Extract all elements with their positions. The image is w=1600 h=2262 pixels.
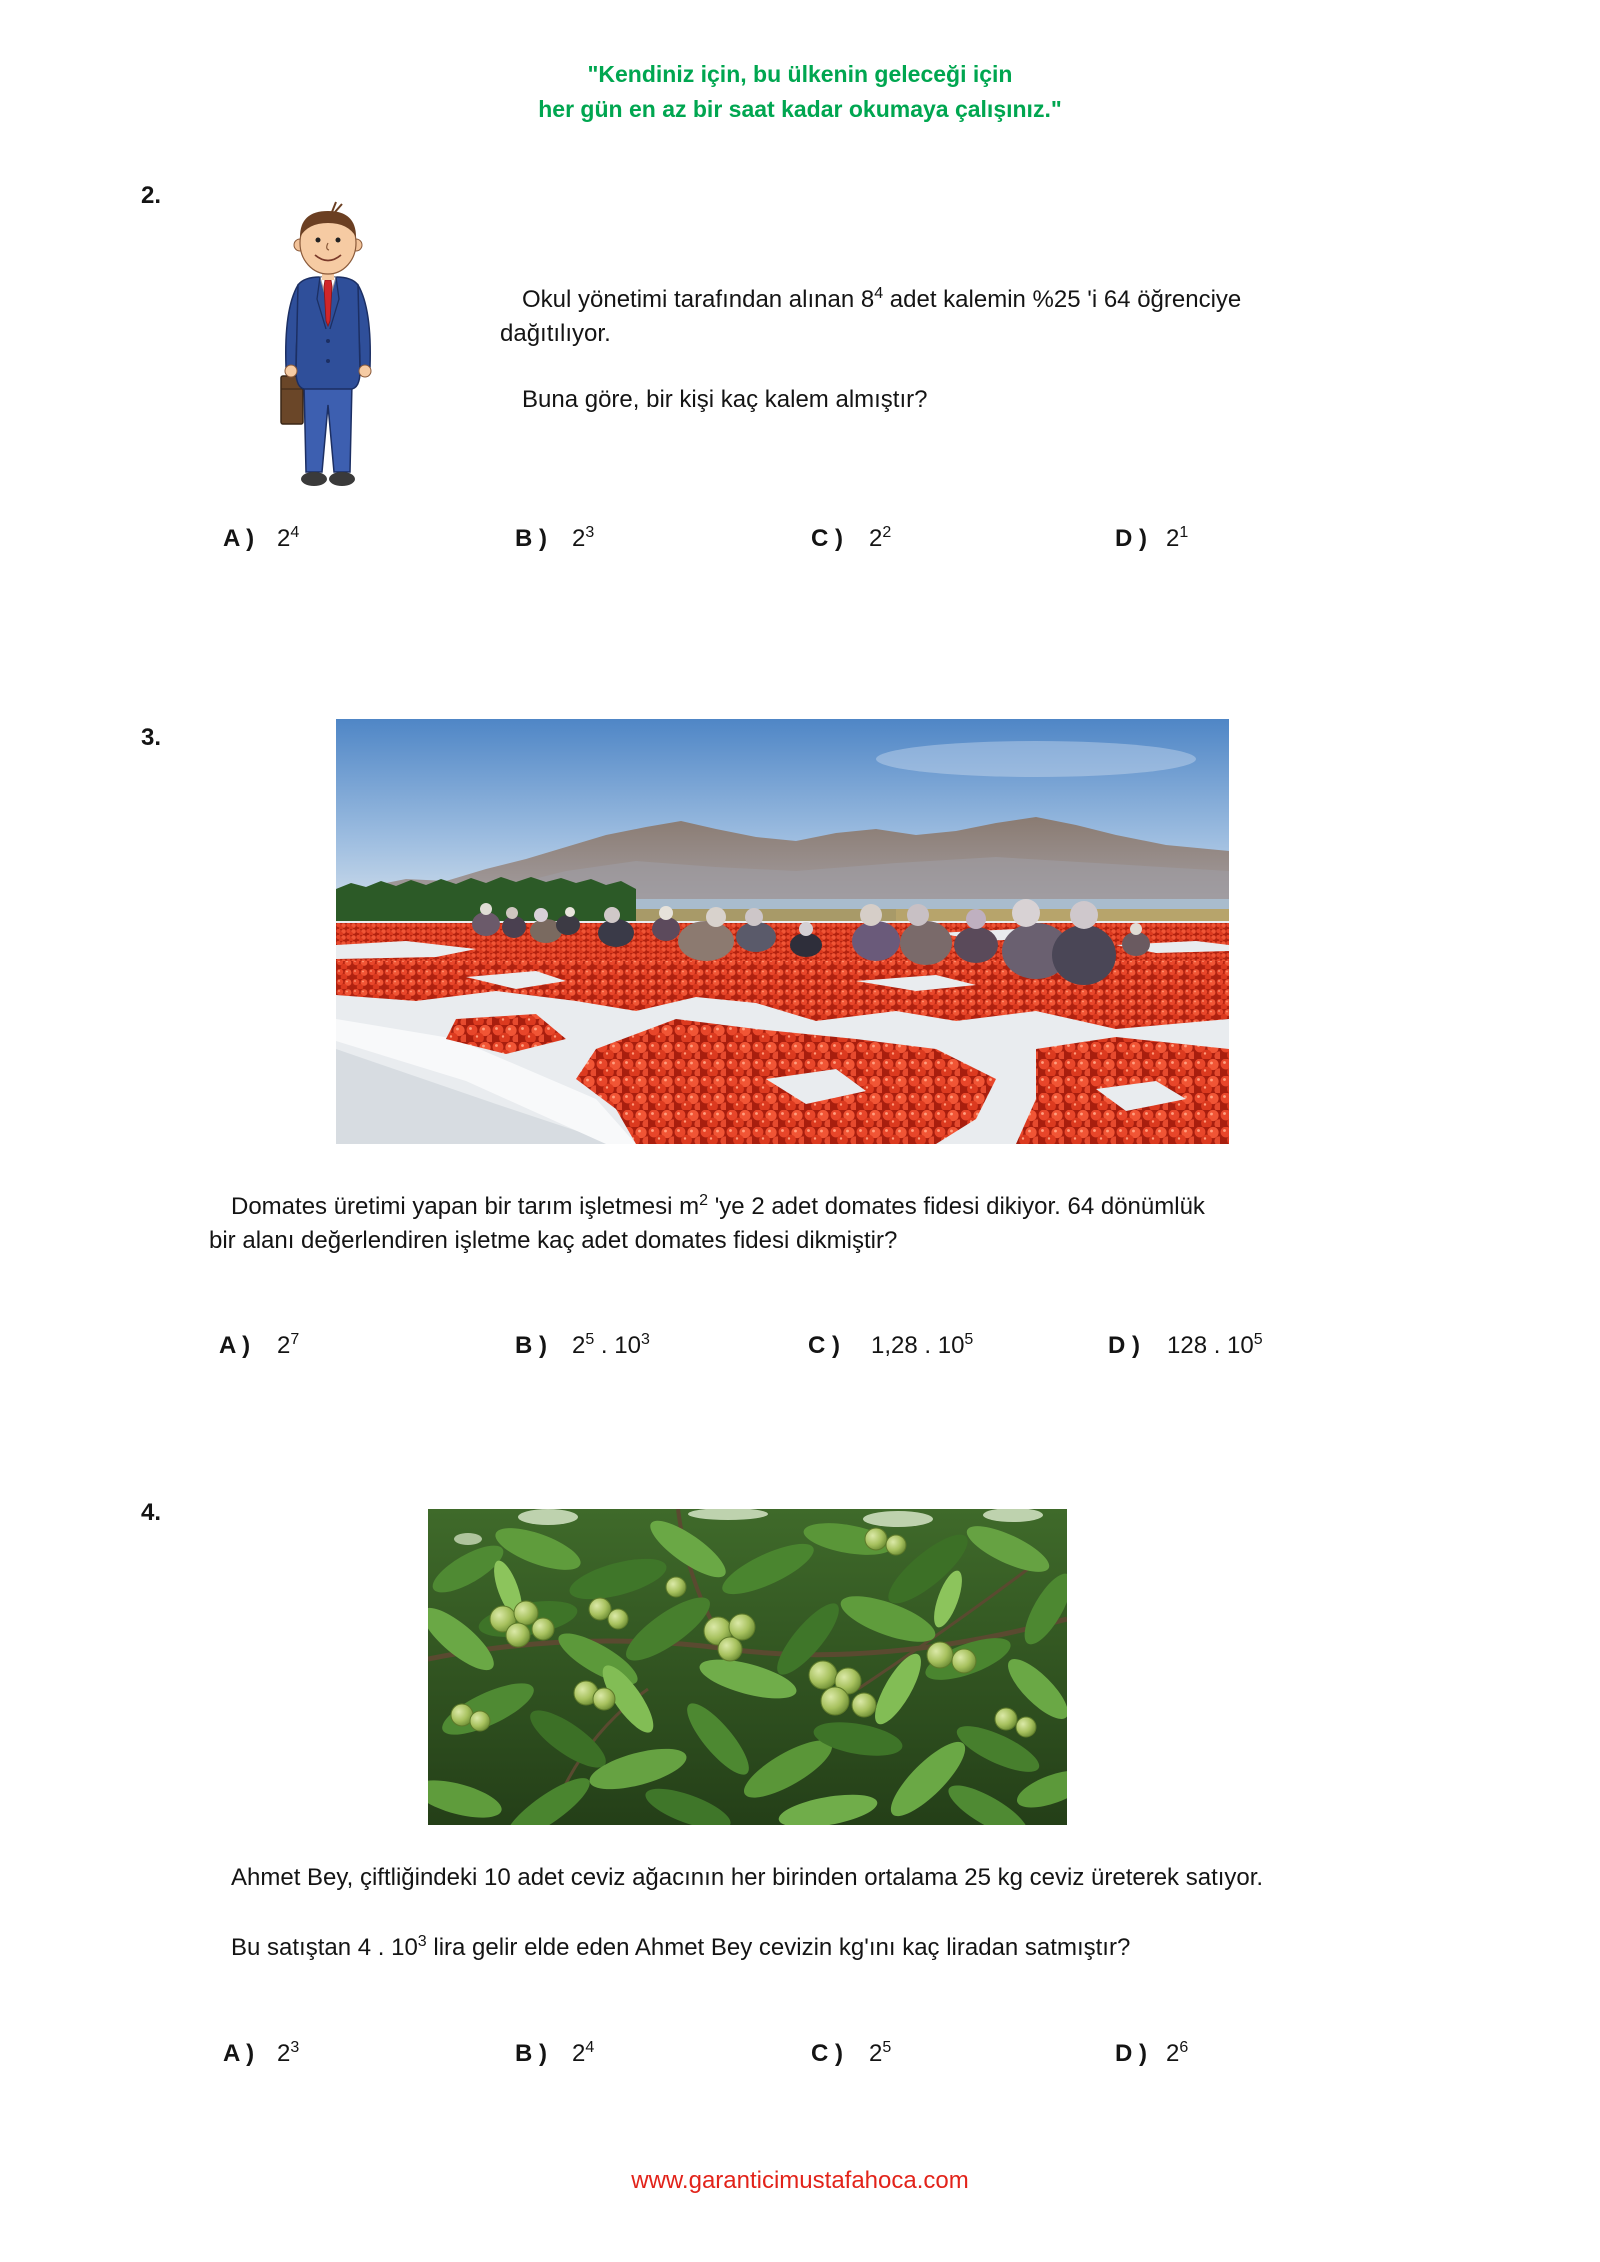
- footer-website[interactable]: www.garanticimustafahoca.com: [631, 2167, 969, 2194]
- option-d-label: D ): [1115, 525, 1147, 552]
- base: 2: [277, 1332, 291, 1359]
- option-b-label: B ): [515, 1332, 547, 1359]
- exponent: 5: [1253, 1331, 1263, 1348]
- exponent: 4: [290, 524, 300, 541]
- question-text-line-1: [231, 1192, 1205, 1222]
- exponent: 3: [585, 524, 595, 541]
- option-c-label: C ): [811, 525, 843, 552]
- question-number: 2.: [141, 182, 162, 209]
- option-a-label: A ): [223, 525, 255, 552]
- exponent: 3: [290, 2039, 300, 2056]
- jacket: [285, 277, 371, 389]
- base: . 10: [594, 1332, 641, 1359]
- option-b-value: [572, 1331, 650, 1361]
- text: adet kalemin %25 'i 64 öğrenciye: [883, 286, 1242, 313]
- option-b-value: [572, 524, 594, 554]
- base: 2: [1166, 2040, 1180, 2067]
- base: 2: [572, 525, 586, 552]
- text: lira gelir elde eden Ahmet Bey cevizin kg'ını kaç liradan satmıştır?: [426, 1934, 1131, 1961]
- exponent: 5: [964, 1331, 974, 1348]
- text: Bu satıştan 4 . 10: [231, 1934, 418, 1961]
- base: 2: [572, 1332, 586, 1359]
- option-c-label: C ): [808, 1332, 840, 1359]
- head: [294, 202, 362, 280]
- option-d-value: [1166, 524, 1188, 554]
- legs: [301, 383, 355, 486]
- tomato-drying-field-photo: [336, 719, 1229, 1144]
- base: 2: [869, 2040, 883, 2067]
- base: 2: [869, 525, 883, 552]
- exponent: 6: [1179, 2039, 1189, 2056]
- exponent: 2: [699, 1192, 709, 1209]
- question-number: 3.: [141, 724, 162, 751]
- option-a-value: [277, 524, 299, 554]
- header-quote-line-1: "Kendiniz için, bu ülkenin geleceği için: [587, 61, 1013, 87]
- option-d-label: D ): [1108, 1332, 1140, 1359]
- option-a-label: A ): [223, 2040, 255, 2067]
- exponent: 5: [585, 1331, 595, 1348]
- text: Domates üretimi yapan bir tarım işletmesi m: [231, 1193, 700, 1220]
- option-a-value: [277, 2039, 299, 2069]
- base: 2: [277, 2040, 291, 2067]
- exponent: 4: [874, 285, 884, 302]
- option-c-label: C ): [811, 2040, 843, 2067]
- option-b-label: B ): [515, 2040, 547, 2067]
- base: 2: [1166, 525, 1180, 552]
- text: Okul yönetimi tarafından alınan 8: [522, 286, 875, 313]
- option-b-label: B ): [515, 525, 547, 552]
- question-prompt: [231, 1933, 1130, 1963]
- option-c-value: [869, 524, 891, 554]
- base: 1,28 . 10: [871, 1332, 965, 1359]
- question-text-line-1: [522, 285, 1241, 315]
- exponent: 4: [585, 2039, 595, 2056]
- exponent: 1: [1179, 524, 1189, 541]
- exponent: 5: [882, 2039, 892, 2056]
- option-b-value: [572, 2039, 594, 2069]
- option-d-value: [1167, 1331, 1263, 1361]
- base: 128 . 10: [1167, 1332, 1254, 1359]
- base: 2: [277, 525, 291, 552]
- option-a-value: [277, 1331, 299, 1361]
- question-text-line-2: dağıtılıyor.: [500, 320, 611, 347]
- exponent: 3: [417, 1933, 427, 1950]
- base: 2: [572, 2040, 586, 2067]
- exponent: 3: [640, 1331, 650, 1348]
- question-text-line-2: bir alanı değerlendiren işletme kaç adet domates fidesi dikmiştir?: [209, 1227, 898, 1254]
- walnut-tree-photo: [428, 1509, 1067, 1825]
- question-prompt: Buna göre, bir kişi kaç kalem almıştır?: [522, 386, 928, 413]
- option-d-value: [1166, 2039, 1188, 2069]
- exponent: 7: [290, 1331, 300, 1348]
- option-c-value: [869, 2039, 891, 2069]
- question-text-line-1: Ahmet Bey, çiftliğindeki 10 adet ceviz ağacının her birinden ortalama 25 kg ceviz üreterek satıyor.: [231, 1864, 1264, 1891]
- businessman-illustration: [274, 199, 382, 490]
- header-quote-line-2: her gün en az bir saat kadar okumaya çalışınız.": [538, 96, 1062, 122]
- option-c-value: [871, 1331, 973, 1361]
- question-number: 4.: [141, 1499, 162, 1526]
- option-a-label: A ): [219, 1332, 251, 1359]
- exponent: 2: [882, 524, 892, 541]
- text: 'ye 2 adet domates fidesi dikiyor. 64 dönümlük: [708, 1193, 1205, 1220]
- option-d-label: D ): [1115, 2040, 1147, 2067]
